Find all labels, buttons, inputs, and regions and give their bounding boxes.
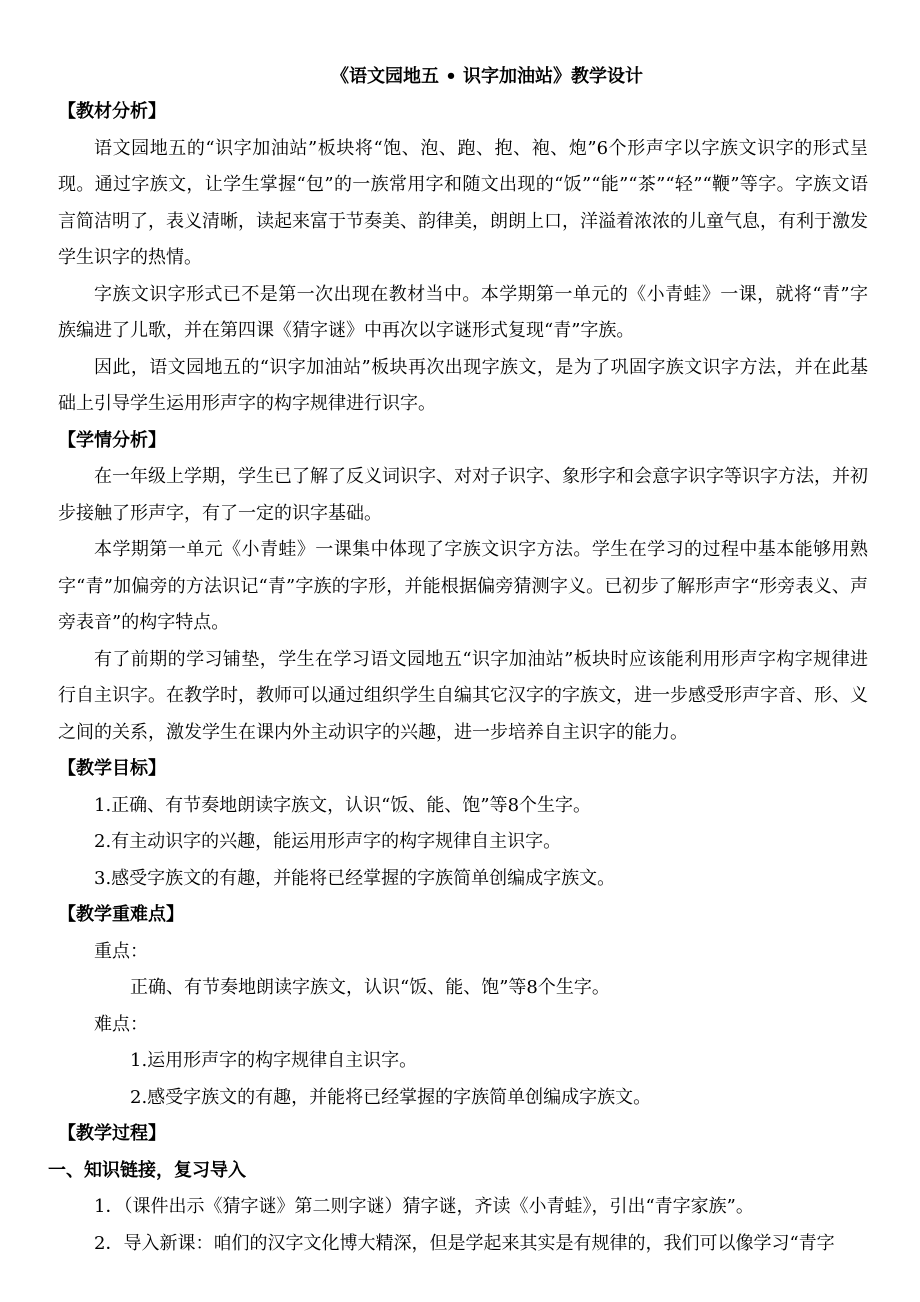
difficulty-item: 1.运用形声字的构字规律自主识字。 <box>130 1050 418 1071</box>
paragraph: 本学期第一单元《小青蛙》一课集中体现了字族文识字方法。学生在学习的过程中基本能够用熟字“青”加偏旁的方法识记“青”字族的字形，并能根据偏旁猜测字义。已初步了解形声字“形旁表义、声旁表音”的构字特点。 <box>58 539 868 633</box>
paragraph: 语文园地五的“识字加油站”板块将“饱、泡、跑、抱、袍、炮”6个形声字以字族文识字的形式呈现。通过字族文，让学生掌握“包”的一族常用字和随文出现的“饭”“能”“茶”“轻”“鞭”等字。字族文语言简洁明了，表义清晰，读起来富于节奏美、韵律美，朗朗上口，洋溢着浓浓的儿童气息，有利于激发学生识字的热情。 <box>58 137 868 268</box>
paragraph: 有了前期的学习铺垫，学生在学习语文园地五“识字加油站”板块时应该能利用形声字构字规律进行自主识字。在教学时，教师可以通过组织学生自编其它汉字的字族文，进一步感受形声字音、形、义之间的关系，激发学生在课内外主动识字的兴趣，进一步培养自主识字的能力。 <box>58 648 868 743</box>
section-heading-learner: 【学情分析】 <box>58 429 166 451</box>
paragraph: 字族文识字形式已不是第一次出现在教材当中。本学期第一单元的《小青蛙》一课，就将“青”字族编进了儿歌，并在第四课《猜字谜》中再次以字谜形式复现“青”字族。 <box>58 283 868 341</box>
section-heading-goals: 【教学目标】 <box>58 758 166 779</box>
goal-item: 1.正确、有节奏地朗读字族文，认识“饭、能、饱”等8个生字。 <box>94 794 592 816</box>
difficulty-label: 难点： <box>94 1013 148 1035</box>
goal-item: 3.感受字族文的有趣，并能将已经掌握的字族简单创编成字族文。 <box>94 867 616 889</box>
paragraph: 在一年级上学期，学生已了解了反义词识字、对对子识字、象形字和会意字识字等识字方法，并初步接触了形声字，有了一定的识字基础。 <box>58 466 868 524</box>
section-heading-material: 【教材分析】 <box>58 101 166 122</box>
difficulty-item: 2.感受字族文的有趣，并能将已经掌握的字族简单创编成字族文。 <box>130 1086 652 1108</box>
section-heading-keypoints: 【教学重难点】 <box>58 904 184 925</box>
document-title: 《语文园地五 • 识字加油站》教学设计 <box>330 66 644 87</box>
key-label: 重点： <box>94 940 148 962</box>
key-text: 正确、有节奏地朗读字族文，认识“饭、能、饱”等8个生字。 <box>130 977 610 998</box>
goal-item: 2.有主动识字的兴趣，能运用形声字的构字规律自主识字。 <box>94 831 562 852</box>
section-heading-process: 【教学过程】 <box>58 1123 166 1144</box>
paragraph: 因此，语文园地五的“识字加油站”板块再次出现字族文，是为了巩固字族文识字方法，并在此基础上引导学生运用形声字的构字规律进行识字。 <box>58 356 868 414</box>
step-title: 一、知识链接，复习导入 <box>48 1159 246 1181</box>
step-item: 1．（课件出示《猜字谜》第二则字谜）猜字谜，齐读《小青蛙》，引出“青字家族”。 <box>94 1196 754 1217</box>
step-item: 2．导入新课：咱们的汉字文化博大精深，但是学起来其实是有规律的，我们可以像学习“青字 <box>94 1232 835 1254</box>
